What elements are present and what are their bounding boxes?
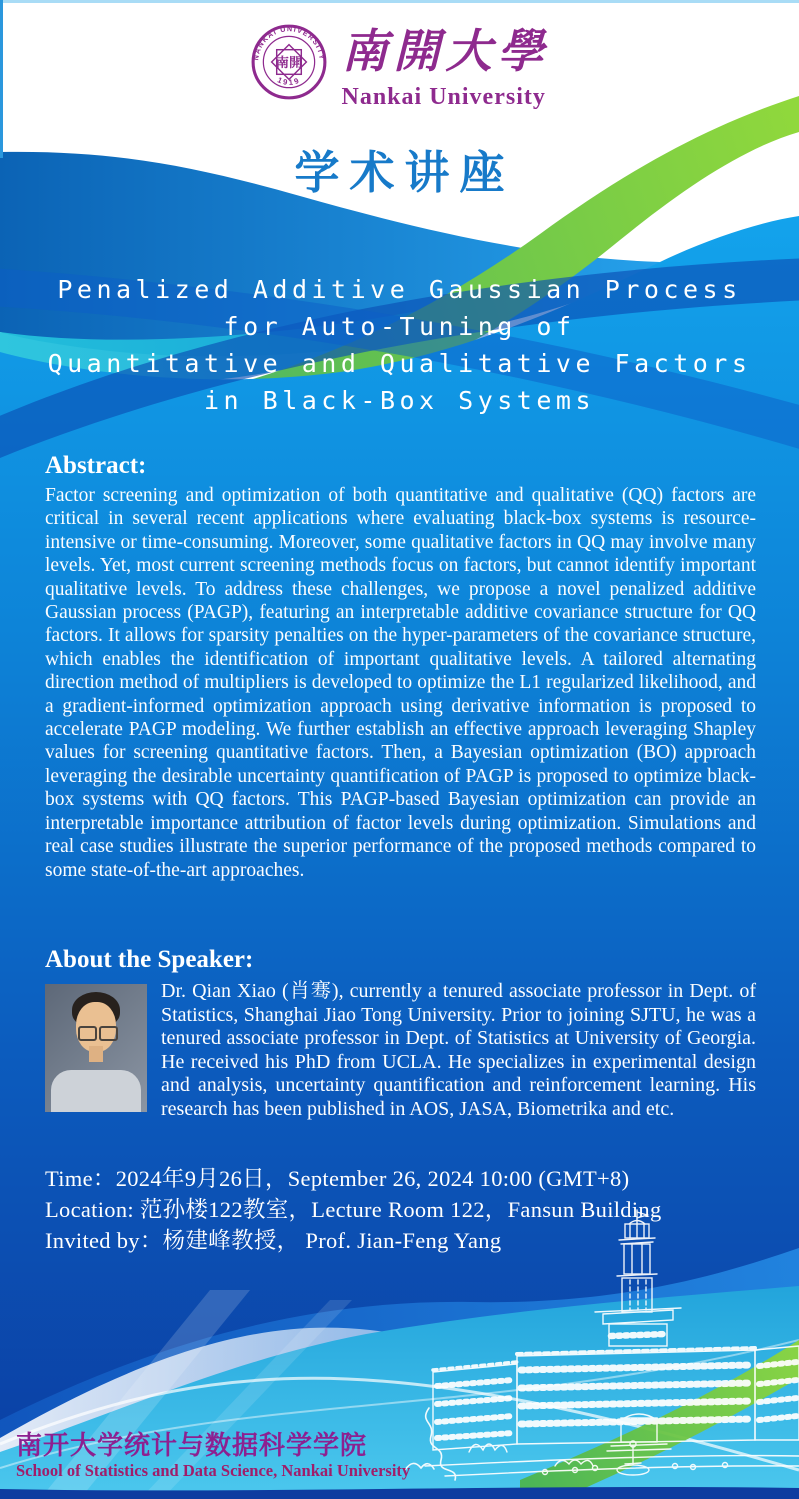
calligraphy-name: 南開大學 [341, 26, 550, 77]
svg-text:1919 [276, 75, 302, 87]
university-logo [0, 22, 799, 111]
photo-neck [89, 1046, 103, 1062]
abstract-heading: Abstract: [45, 452, 147, 479]
speaker-bio: Dr. Qian Xiao (肖骞), currently a tenured associate professor in Dept. of Statistics, Shanghai Jiao Tong University. Prior to joining SJTU, he was a tenured associate professor in Dept. of Statistics at University of Georgia. He received his PhD from UCLA. He specializes in experimental design and analysis, uncertainty quantification and reinforcement learning. His research has been published in AOS, JASA, Biometrika and etc. [161, 980, 756, 1120]
school-name-chinese: 南开大学统计与数据科学学院 [16, 1431, 368, 1460]
photo-glasses-left [78, 1026, 97, 1041]
seal-characters: 南開 [275, 55, 302, 71]
speaker-bio-block [45, 980, 756, 1122]
photo-shirt [51, 1070, 141, 1112]
event-time: Time：2024年9月26日，September 26, 2024 10:00 (GMT+8) [45, 1166, 630, 1191]
speaker-heading: About the Speaker: [45, 946, 254, 973]
photo-glasses-right [99, 1026, 118, 1041]
seal-year: 1919 [275, 75, 302, 88]
university-wordmark: Nankai University [341, 84, 546, 110]
lecture-series-banner: 学术讲座 [294, 146, 515, 199]
title-line-2: for Auto-Tuning of [223, 312, 576, 341]
title-line-3: Quantitative and Qualitative Factors [47, 349, 752, 378]
speaker-photo [45, 984, 147, 1112]
event-host: Invited by：杨建峰教授， Prof. Jian-Feng Yang [45, 1228, 502, 1253]
school-name-english: School of Statistics and Data Science, Nankai University [16, 1461, 411, 1480]
top-border-line [0, 0, 799, 3]
left-border-line [0, 0, 3, 158]
event-location: Location: 范孙楼122教室，Lecture Room 122，Fansun Building [45, 1197, 662, 1222]
seal-ring-text: NANKAI UNIVERSITY [251, 25, 326, 61]
footer [16, 1431, 410, 1481]
nankai-seal-icon [250, 22, 328, 102]
abstract-section [45, 452, 756, 882]
event-details [45, 1163, 765, 1256]
abstract-body: Factor screening and optimization of both quantitative and qualitative (QQ) factors are critical in several recent applications where evaluating black-box systems is resource-intensive or time-consuming. Moreover, some qualitative factors in QQ may involve many levels. Yet, most current screening methods focus on factors, but cannot identify important qualitative levels. To address these challenges, we propose a novel penalized additive Gaussian process (PAGP), featuring an interpretable additive covariance structure for QQ factors. It allows for sparsity penalties on the hyper-parameters of the covariance structure, which enables the identification of important qualitative levels. A tailored alternating direction method of multipliers is developed to optimize the L1 regularized likelihood, and a gradient-informed optimization approach using derivative information is proposed to accelerate PAGP modeling. We further establish an effective approach leveraging Shapley values for screening quantitative factors. Then, a Bayesian optimization (BO) approach leveraging the desirable uncertainty quantification of PAGP is proposed to optimize black-box systems with QQ factors. This PAGP-based Bayesian optimization can provide an interpretable importance attribution of factor levels during optimization. Simulations and real case studies illustrate the superior performance of the proposed methods compared to some state-of-the-art approaches. [45, 485, 756, 881]
talk-title [0, 271, 799, 419]
speaker-section [45, 946, 756, 1122]
logo-wordmark-block [342, 22, 550, 111]
title-line-4: in Black-Box Systems [203, 386, 596, 415]
title-line-1: Penalized Additive Gaussian Process [57, 275, 742, 304]
